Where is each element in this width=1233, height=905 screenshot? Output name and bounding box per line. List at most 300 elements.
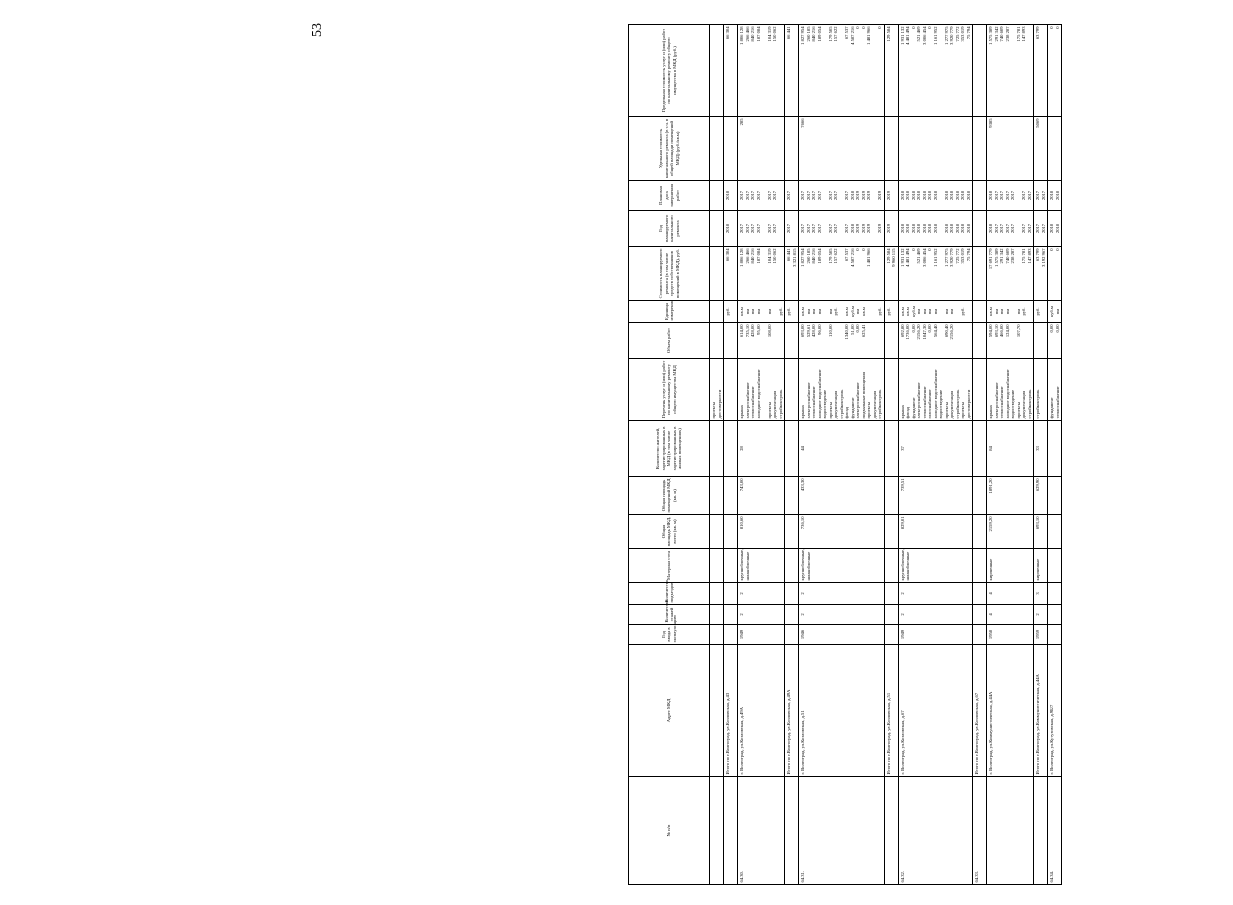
cell-line: теплоснабжение <box>999 386 1004 419</box>
cell-line: 2018 <box>927 190 932 201</box>
cell-line: электроснабжение <box>993 382 999 419</box>
cell-cost <box>884 247 898 301</box>
cell-line: 2017 <box>805 190 811 201</box>
cell-line: 2017 <box>844 223 849 234</box>
cell-mat: крупноблочные, шлакоблочные <box>898 549 973 583</box>
cell-line: 0,00 <box>910 324 916 333</box>
cell-line: 2017 <box>833 190 838 201</box>
cell-ent <box>724 583 738 605</box>
cell-line: 2017 <box>1010 190 1015 201</box>
cell-unit <box>1034 301 1048 323</box>
cell-line: пм <box>916 308 921 315</box>
cell-line: 4 587 216 <box>849 26 855 45</box>
cell-line: 124,00 <box>1004 324 1010 338</box>
cell-vol <box>785 323 799 359</box>
cell-addr: Итого по г.Волгоград, ул.Козловская, д.67 <box>973 645 987 777</box>
cell-line: стройконтроль <box>838 389 844 419</box>
cell-line: 0,00 <box>855 324 860 333</box>
cell-line: холодное водоснабжение <box>1004 369 1010 419</box>
cell-spec <box>898 117 973 181</box>
cell-line: 428,00 <box>811 324 816 338</box>
cell-line: пм <box>943 308 949 315</box>
cell-line: 51,00 <box>849 324 855 335</box>
cell-line: кв.м <box>800 307 805 316</box>
cell-line: пм <box>1004 308 1010 315</box>
cell-cost <box>724 247 738 301</box>
cell-line: стройконтроль <box>954 389 960 419</box>
cell-mat <box>785 549 799 583</box>
cell-works <box>738 359 785 421</box>
cell-year <box>724 625 738 645</box>
cell-line: 2019 <box>866 223 871 234</box>
cell-line: 0 <box>877 26 882 29</box>
cell-line: куб.м <box>849 306 855 317</box>
cell-area <box>884 515 898 549</box>
cell-num <box>987 777 1034 885</box>
cell-end <box>724 181 738 211</box>
cell-line: электроснабжение <box>744 382 750 419</box>
cell-line: 63 799 <box>1035 26 1040 40</box>
cell-spec <box>785 117 799 181</box>
cell-line: фундамент <box>849 397 855 419</box>
cell-line: 466,00 <box>999 324 1004 338</box>
column-header: Предельная стоимость услуг и (или) работ по капитальному ремонту общего имущества в МКД (руб.) <box>629 25 710 117</box>
cell-year: 1958 <box>987 625 1034 645</box>
cell-line: 147 893 <box>1026 248 1032 264</box>
cell-line: 189 054 <box>816 26 822 42</box>
cell-line: 0 <box>860 26 866 29</box>
cell-line: кв.м <box>899 307 905 316</box>
capital-repair-table <box>628 24 1062 885</box>
cell-line: документация <box>1021 390 1026 419</box>
cell-line: 2017 <box>755 223 761 234</box>
table-row <box>987 25 1034 885</box>
cell-line <box>778 213 784 245</box>
cell-limit <box>738 25 785 117</box>
cell-unit <box>1048 301 1062 323</box>
cell-year <box>1048 625 1062 645</box>
cell-line: 75 794 <box>965 26 971 40</box>
cell-area: 810,60 <box>738 515 785 549</box>
table-row <box>738 25 785 885</box>
cell-line: 2018 <box>910 223 916 234</box>
cell-addr: Итого по г.Волгоград, ул.Козловская, д.51 <box>884 645 898 777</box>
cell-line: 2018 <box>954 190 960 201</box>
cell-line: 0,00 <box>927 324 932 333</box>
cell-line: 2017 <box>744 223 750 234</box>
cell-line: крыша <box>800 405 805 419</box>
cell-vol <box>799 323 885 359</box>
cell-line: 175 781 <box>1015 26 1021 42</box>
cell-line: 2018 <box>921 190 927 201</box>
cell-line: 428,00 <box>750 324 755 338</box>
cell-plan <box>898 211 973 247</box>
cell-line: 2018 <box>1049 223 1054 234</box>
cell-line: 2017 <box>1004 190 1010 201</box>
cell-line: 0 <box>910 26 916 29</box>
cell-line: пм <box>927 308 932 315</box>
cell-line: пм <box>827 308 833 315</box>
cell-ent: 2 <box>898 583 973 605</box>
cell-works <box>724 359 738 421</box>
cell-line: 2018 <box>932 223 938 234</box>
cell-plan <box>738 211 785 247</box>
cell-line: 66 304 <box>725 248 730 262</box>
cell-line: подвальные помещения <box>860 372 866 419</box>
cell-cost <box>987 247 1034 301</box>
cell-line: электроснабжение <box>805 382 811 419</box>
cell-plan <box>1048 211 1062 247</box>
cell-unit <box>724 301 738 323</box>
cell-area: 693,10 <box>1034 515 1048 549</box>
cell-line: 3 920 779 <box>949 248 954 267</box>
cell-line: руб. <box>960 307 965 316</box>
cell-line: 725 772 <box>954 248 960 264</box>
cell-line: 2018 <box>960 190 965 201</box>
cell-line: 129 584 <box>885 26 891 42</box>
cell-line: 2017 <box>772 223 777 234</box>
cell-parea <box>973 477 987 515</box>
cell-line: 66 304 <box>725 26 730 40</box>
cell-end <box>1034 181 1048 211</box>
cell-mat: кирпичные <box>1034 549 1048 583</box>
cell-line: 840 216 <box>811 26 816 42</box>
cell-line <box>778 249 784 299</box>
cell-limit <box>785 25 799 117</box>
cell-line: 0 <box>927 26 932 29</box>
cell-ent <box>1048 583 1062 605</box>
cell-limit <box>1048 25 1062 117</box>
table-row <box>710 25 724 885</box>
cell-line: 840 216 <box>811 248 816 264</box>
cell-fl <box>785 605 799 625</box>
cell-line: 2018 <box>988 190 993 201</box>
cell-line: 2017 <box>1040 190 1046 201</box>
cell-res <box>710 421 724 477</box>
cell-line: 150 062 <box>772 26 777 42</box>
cell-line: документация <box>949 390 954 419</box>
cell-area <box>710 515 724 549</box>
cell-line: 521 469 <box>916 26 921 42</box>
cell-num <box>884 777 898 885</box>
cell-line: 2017 <box>805 223 811 234</box>
cell-fl <box>884 605 898 625</box>
cell-num: 64.32. <box>898 777 973 885</box>
cell-parea: 433,30 <box>799 477 885 515</box>
cell-vol <box>973 323 987 359</box>
cell-fl <box>973 605 987 625</box>
cell-line: 0,00 <box>1049 324 1054 333</box>
cell-year: 1949 <box>898 625 973 645</box>
cell-ent: 4 <box>987 583 1034 605</box>
cell-line: достоверности <box>965 389 971 419</box>
cell-line: 2018 <box>949 223 954 234</box>
cell-ent: 2 <box>799 583 885 605</box>
cell-line <box>877 249 883 299</box>
cell-line <box>1027 27 1033 115</box>
cell-unit <box>973 301 987 323</box>
cell-year: 1959 <box>1034 625 1048 645</box>
cell-line: 0,00 <box>1054 324 1060 333</box>
cell-line: 1 481 966 <box>866 26 871 45</box>
cell-line: проекты <box>766 402 772 419</box>
cell-mat: крупноблочные, шлакоблочные <box>799 549 885 583</box>
cell-spec: 9385 <box>987 117 1034 181</box>
cell-line: 2017 <box>1021 190 1026 201</box>
cell-parea <box>785 477 799 515</box>
cell-line: водоотведение <box>938 389 943 419</box>
total-row <box>785 25 799 885</box>
cell-line: 0 <box>1054 248 1060 251</box>
cell-line: 108,00 <box>766 324 772 338</box>
cell-line: 3 321 815 <box>791 248 797 267</box>
cell-line: 625,41 <box>860 324 866 338</box>
cell-works <box>987 359 1034 421</box>
cell-cost <box>1034 247 1048 301</box>
column-header: Удельная стоимость капитального ремонта (в т.ч. в общей площади помещений МКД) (руб./кв.м) <box>629 117 710 181</box>
cell-limit <box>973 25 987 117</box>
cell-line: руб. <box>1021 307 1026 316</box>
cell-limit <box>1034 25 1048 117</box>
cell-line: 2017 <box>739 190 744 201</box>
cell-line: 2017 <box>999 223 1004 234</box>
cell-unit <box>738 301 785 323</box>
cell-mat <box>884 549 898 583</box>
cell-line: 4 481 494 <box>905 248 910 267</box>
cell-area <box>785 515 799 549</box>
cell-line: 3 920 779 <box>949 26 954 45</box>
cell-line: 291 342 <box>999 248 1004 264</box>
cell-line: 2018 <box>905 223 910 234</box>
cell-line: 9 960 115 <box>891 248 896 267</box>
cell-line: 693,00 <box>800 324 805 338</box>
cell-res: 44 <box>799 421 885 477</box>
cell-area <box>973 515 987 549</box>
rotated-table-wrapper <box>628 25 1233 885</box>
cell-line: 353 019 <box>960 248 965 264</box>
cell-line: документация <box>833 390 838 419</box>
cell-line: 0 <box>927 248 932 251</box>
cell-num <box>710 777 724 885</box>
cell-addr: Итого по г.Волгоград, ул.Коммунистическая, д.44А <box>1034 645 1048 777</box>
cell-line: 3 192 967 <box>1040 248 1046 267</box>
cell-ent <box>710 583 724 605</box>
cell-line: 2018 <box>849 190 855 201</box>
cell-line: 0 <box>860 248 866 251</box>
cell-addr: г. Волгоград, ул.Коммунистическая, д.44А <box>987 645 1034 777</box>
cell-line: 260 185 <box>805 248 811 264</box>
cell-line: пм <box>921 308 927 315</box>
cell-line: 189 054 <box>816 248 822 264</box>
cell-ent: 3 <box>1034 583 1048 605</box>
column-header: Количество этажей <box>629 605 710 625</box>
cell-line: 1 277 975 <box>943 248 949 267</box>
cell-line: 1 931 132 <box>899 26 905 45</box>
cell-res <box>1048 421 1062 477</box>
cell-unit <box>898 301 973 323</box>
cell-res: 33 <box>1034 421 1048 477</box>
cell-line: документация <box>772 390 777 419</box>
cell-works <box>898 359 973 421</box>
cell-unit <box>987 301 1034 323</box>
cell-line: 2017 <box>811 223 816 234</box>
cell-line: фундамент <box>910 397 916 419</box>
cell-line: 2017 <box>750 223 755 234</box>
cell-line: 2017 <box>739 223 744 234</box>
cell-vol <box>898 323 973 359</box>
cell-line: 179 505 <box>827 26 833 42</box>
cell-year <box>973 625 987 645</box>
cell-line: 1340,00 <box>844 324 849 340</box>
cell-line: проекты <box>960 402 965 419</box>
cell-line: 840 216 <box>750 248 755 264</box>
cell-line: 238 287 <box>1010 248 1015 264</box>
cell-line: 740 609 <box>1004 248 1010 264</box>
cell-line: 291 342 <box>993 26 999 42</box>
cell-line <box>966 303 972 321</box>
cell-fl <box>724 605 738 625</box>
cell-addr <box>710 645 724 777</box>
cell-line: пм <box>949 308 954 315</box>
cell-line: 2017 <box>827 190 833 201</box>
cell-line: 266 466 <box>744 26 750 42</box>
cell-line: 735,10 <box>744 324 750 338</box>
cell-line: 2018 <box>954 223 960 234</box>
cell-line: пм <box>855 308 860 315</box>
cell-line: 104 319 <box>766 26 772 42</box>
column-header: Перечень услуг и (или) работ по капитальному ремонту общего имущества МКД <box>629 359 710 421</box>
table-row <box>1048 25 1062 885</box>
cell-line: водоотведение <box>1010 389 1015 419</box>
cell-end <box>973 181 987 211</box>
cell-vol <box>987 323 1034 359</box>
cell-line: 2156,20 <box>916 324 921 340</box>
cell-line: 2017 <box>744 190 750 201</box>
cell-area: 2159,20 <box>987 515 1034 549</box>
cell-line: 2017 <box>833 223 838 234</box>
cell-line: 2017 <box>816 223 822 234</box>
cell-line: 840 216 <box>750 26 755 42</box>
cell-line: 2156,20 <box>949 324 954 340</box>
cell-line: пм <box>744 308 750 315</box>
total-row <box>724 25 738 885</box>
cell-cost <box>973 247 987 301</box>
cell-line: крыша <box>988 405 993 419</box>
cell-line: 2018 <box>910 190 916 201</box>
cell-works <box>1034 359 1048 421</box>
table-body <box>710 25 1062 885</box>
cell-line: 150 062 <box>772 248 777 264</box>
column-header: № п/п <box>629 777 710 885</box>
cell-line: руб. <box>833 307 838 316</box>
cell-line: 2017 <box>755 190 761 201</box>
cell-parea <box>710 477 724 515</box>
cell-line: стройконтроль <box>777 389 783 419</box>
cell-line: 0 <box>1049 248 1054 251</box>
cell-line: холодное водоснабжение <box>816 369 822 419</box>
cell-line: 564,40 <box>932 324 938 338</box>
cell-line: 75 794 <box>965 248 971 262</box>
cell-line: 260 185 <box>805 26 811 42</box>
cell-line: 66 441 <box>786 248 791 262</box>
cell-res <box>884 421 898 477</box>
cell-line: 2018 <box>965 223 971 234</box>
cell-line: 17 691 779 <box>988 248 993 270</box>
cell-line: руб. <box>777 307 783 316</box>
cell-line <box>778 183 784 209</box>
cell-line: 2018 <box>921 223 927 234</box>
cell-area <box>724 515 738 549</box>
cell-addr: Итого по г.Волгоград, ул.Козловская, д.49А <box>785 645 799 777</box>
cell-line <box>966 325 972 357</box>
cell-line: холодное водоснабжение <box>755 369 761 419</box>
cell-line: 2018 <box>725 190 730 201</box>
cell-end <box>785 181 799 211</box>
cell-line: 179 505 <box>827 248 833 264</box>
cell-line: теплоснабжение <box>1054 386 1060 419</box>
cell-mat: крупноблочные, шлакоблочные <box>738 549 785 583</box>
cell-addr: г. Волгоград, ул.Кутузовская, д.9Б/7 <box>1048 645 1062 777</box>
total-row <box>1034 25 1048 885</box>
cell-line: теплоснабжение <box>811 386 816 419</box>
cell-line: 353 019 <box>960 26 965 42</box>
cell-plan <box>987 211 1034 247</box>
cell-line <box>778 27 784 115</box>
cell-mat <box>1048 549 1062 583</box>
cell-year <box>884 625 898 645</box>
cell-line: 1 806 128 <box>739 26 744 45</box>
cell-line: 187 084 <box>755 248 761 264</box>
cell-area <box>1048 515 1062 549</box>
cell-line: 2018 <box>725 223 730 234</box>
cell-line: электроснабжение <box>916 382 921 419</box>
cell-line: 2017 <box>1026 190 1032 201</box>
cell-res: 37 <box>898 421 973 477</box>
cell-num <box>724 777 738 885</box>
cell-line: 96,00 <box>816 324 822 335</box>
cell-line: 1 277 975 <box>943 26 949 45</box>
cell-line: 1 827 954 <box>800 26 805 45</box>
cell-line: 157 622 <box>833 248 838 264</box>
cell-works <box>799 359 885 421</box>
cell-plan <box>884 211 898 247</box>
cell-line: 1 575 389 <box>988 26 993 45</box>
cell-line: достоверности <box>716 389 722 419</box>
cell-line: 2019 <box>860 223 866 234</box>
cell-limit <box>799 25 885 117</box>
cell-line: 0 <box>855 248 860 251</box>
cell-ent <box>973 583 987 605</box>
cell-line: 2017 <box>811 190 816 201</box>
cell-line: 2017 <box>1040 223 1046 234</box>
table-row <box>898 25 973 885</box>
cell-line: пм <box>932 308 938 315</box>
column-header: Количество жителей, зарегистрированных в МКД (в том числе зарегистрированных в жилых помещениях) <box>629 421 710 477</box>
column-header: Год планируемого капитального ремонта <box>629 211 710 247</box>
cell-vol <box>1048 323 1062 359</box>
cell-line: стройконтроль <box>877 389 882 419</box>
total-row <box>884 25 898 885</box>
cell-line: 2017 <box>786 190 791 201</box>
cell-line: кв.м <box>860 307 866 316</box>
cell-plan <box>785 211 799 247</box>
cell-year: 1949 <box>738 625 785 645</box>
cell-line: фасад <box>844 407 849 419</box>
cell-end <box>987 181 1034 211</box>
cell-unit <box>884 301 898 323</box>
cell-line: 2019 <box>860 190 866 201</box>
cell-line: пм <box>811 308 816 315</box>
